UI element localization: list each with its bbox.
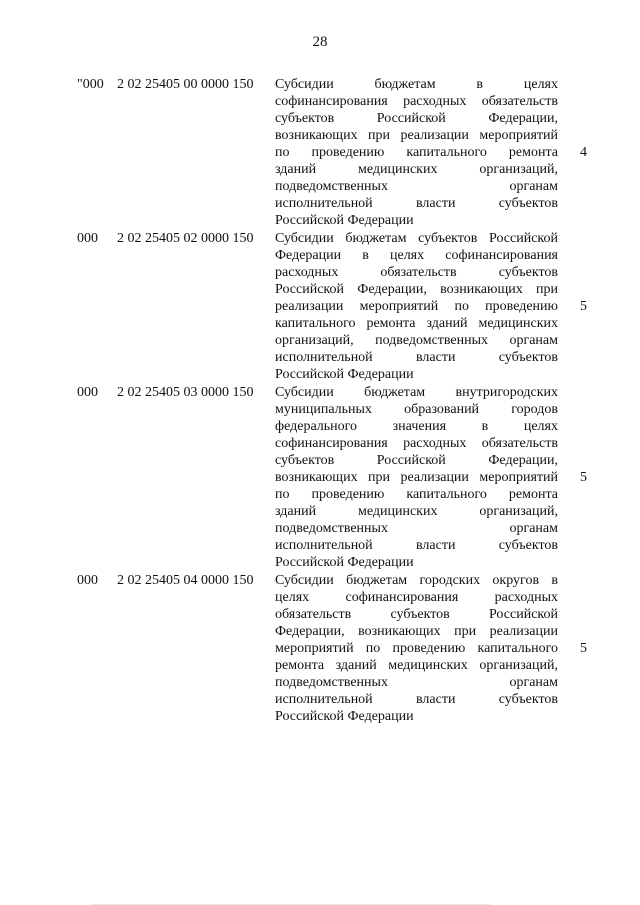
table-row <box>0 384 640 571</box>
page-number: 28 <box>312 34 328 50</box>
row-prefix: "000 <box>77 77 104 92</box>
description-line: Российской Федерации, возникающих при <box>275 282 558 297</box>
budget-code: 2 02 25405 03 0000 150 <box>117 385 254 400</box>
description-line: Федерации, возникающих при реализации <box>275 624 558 639</box>
row-description <box>275 572 558 725</box>
description-line: организаций, подведомственных органам <box>275 333 558 348</box>
description-line: целях софинансирования расходных <box>275 590 558 605</box>
description-line: по проведению капитального ремонта <box>275 145 558 160</box>
budget-code: 2 02 25405 02 0000 150 <box>117 231 254 246</box>
row-value: 5 <box>580 470 587 485</box>
description-line: исполнительной власти субъектов <box>275 196 558 211</box>
budget-code: 2 02 25405 00 0000 150 <box>117 77 254 92</box>
budget-code: 2 02 25405 04 0000 150 <box>117 573 254 588</box>
description-line: исполнительной власти субъектов <box>275 692 558 707</box>
description-line: зданий медицинских организаций, <box>275 162 558 177</box>
description-line: софинансирования расходных обязательств <box>275 94 558 109</box>
description-line: Российской Федерации <box>275 213 414 228</box>
description-line: зданий медицинских организаций, <box>275 504 558 519</box>
description-line: исполнительной власти субъектов <box>275 350 558 365</box>
description-line: возникающих при реализации мероприятий <box>275 470 558 485</box>
description-line: Субсидии бюджетам субъектов Российской <box>275 231 558 246</box>
description-line: софинансирования расходных обязательств <box>275 436 558 451</box>
description-line: капитального ремонта зданий медицинских <box>275 316 558 331</box>
row-value: 5 <box>580 299 587 314</box>
table-row <box>0 572 640 725</box>
description-line: по проведению капитального ремонта <box>275 487 558 502</box>
description-line: Российской Федерации <box>275 709 414 724</box>
description-line: Российской Федерации <box>275 367 414 382</box>
description-line: Субсидии бюджетам внутригородских <box>275 385 558 400</box>
row-description <box>275 76 558 229</box>
description-line: подведомственных органам <box>275 179 558 194</box>
description-line: обязательств субъектов Российской <box>275 607 558 622</box>
description-line: мероприятий по проведению капитального <box>275 641 558 656</box>
row-description <box>275 384 558 571</box>
table-row <box>0 76 640 229</box>
table-row <box>0 230 640 383</box>
row-value: 5 <box>580 641 587 656</box>
row-prefix: 000 <box>77 231 98 246</box>
description-line: Федерации в целях софинансирования <box>275 248 558 263</box>
description-line: исполнительной власти субъектов <box>275 538 558 553</box>
description-line: ремонта зданий медицинских организаций, <box>275 658 558 673</box>
row-prefix: 000 <box>77 385 98 400</box>
budget-table <box>0 76 640 725</box>
description-line: подведомственных органам <box>275 675 558 690</box>
row-prefix: 000 <box>77 573 98 588</box>
row-value: 4 <box>580 145 587 160</box>
description-line: субъектов Российской Федерации, <box>275 453 558 468</box>
description-line: подведомственных органам <box>275 521 558 536</box>
description-line: Субсидии бюджетам в целях <box>275 77 558 92</box>
description-line: реализации мероприятий по проведению <box>275 299 558 314</box>
row-description <box>275 230 558 383</box>
description-line: Субсидии бюджетам городских округов в <box>275 573 558 588</box>
description-line: федерального значения в целях <box>275 419 558 434</box>
description-line: Российской Федерации <box>275 555 414 570</box>
description-line: муниципальных образований городов <box>275 402 558 417</box>
description-line: возникающих при реализации мероприятий <box>275 128 558 143</box>
description-line: расходных обязательств субъектов <box>275 265 558 280</box>
description-line: субъектов Российской Федерации, <box>275 111 558 126</box>
